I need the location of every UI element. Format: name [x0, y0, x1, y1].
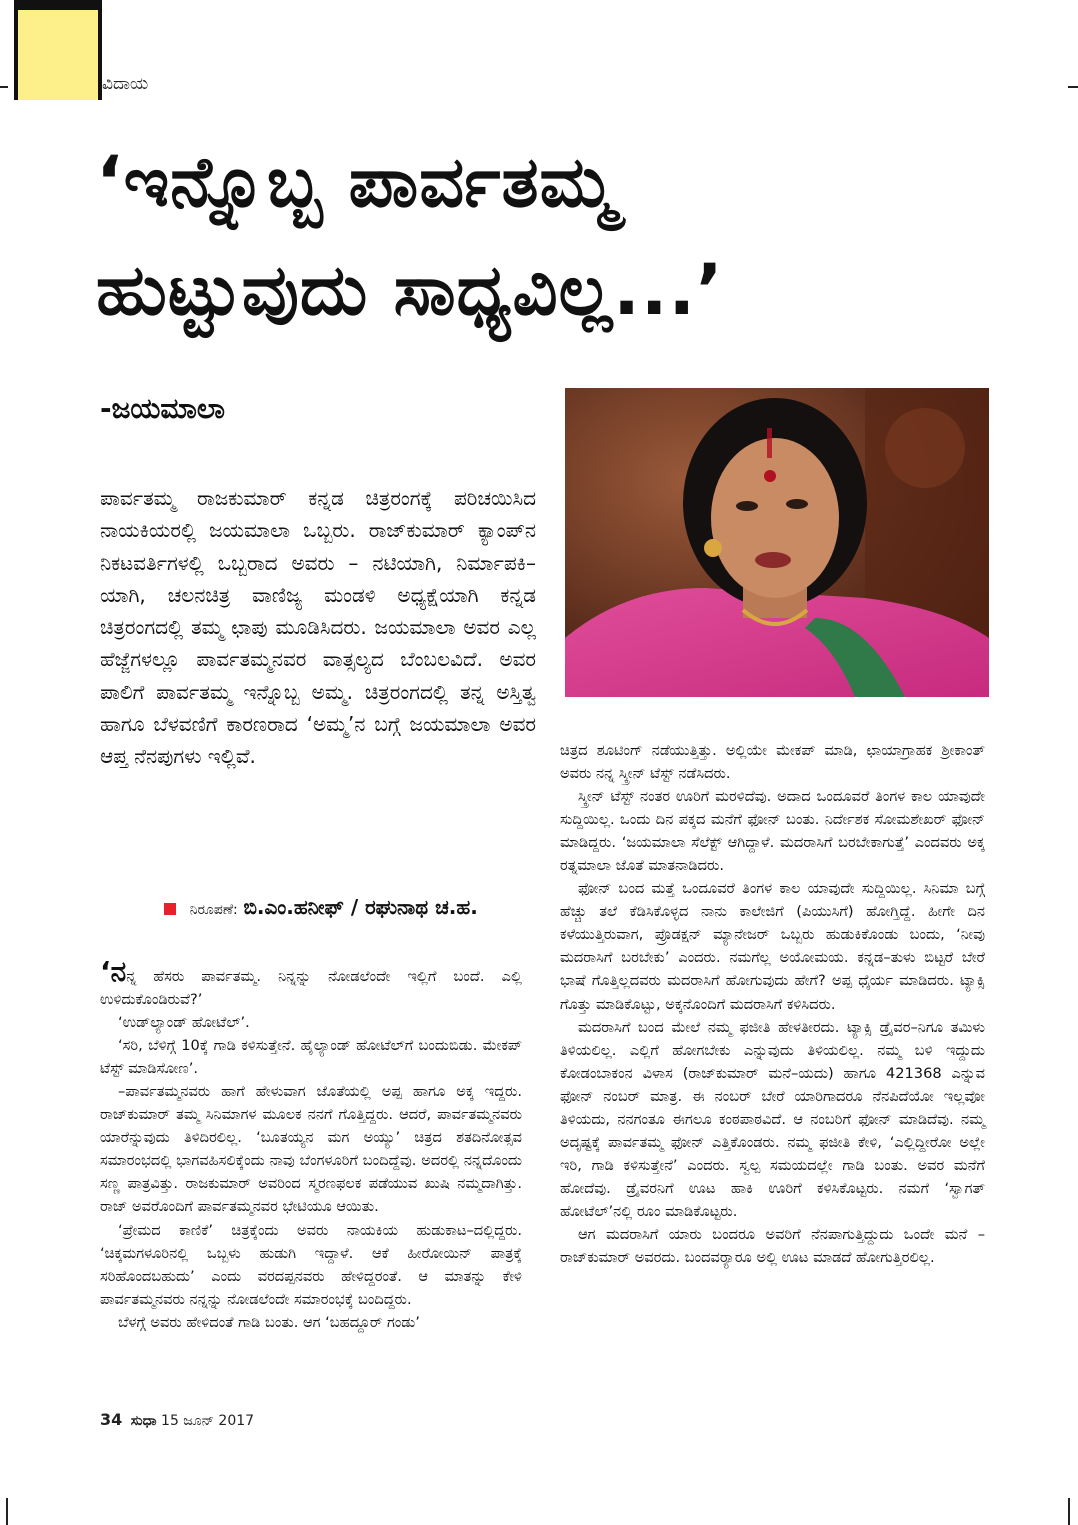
body-paragraph: ಚಿತ್ರದ ಶೂಟಿಂಗ್ ನಡೆಯುತ್ತಿತ್ತು. ಅಲ್ಲಿಯೇ ಮೇಕಪ್ ಮಾಡಿ, ಛಾಯಾಗ್ರಾಹಕ ಶ್ರೀಕಾಂತ್ ಅವರು ನನ್ನ ಸ್ಕ್ರೀನ್ ಟೆಸ್ಟ್ ನಡೆಸಿದರು.: [560, 742, 985, 783]
body-paragraph: ಸ್ಕ್ರೀನ್ ಟೆಸ್ಟ್ ನಂತರ ಊರಿಗೆ ಮರಳಿದೆವು. ಅದಾದ ಒಂದೂವರೆ ತಿಂಗಳ ಕಾಲ ಯಾವುದೇ ಸುದ್ದಿಯಿಲ್ಲ. ಒಂದು ದಿನ ಪಕ್ಕದ ಮನೆಗೆ ಫೋನ್ ಬಂತು. ನಿರ್ದೇಶಕ ಸೋಮಶೇಖರ್ ಫೋನ್ ಮಾಡಿದ್ದರು. ‘ಜಯಮಾಲಾ ಸೆಲೆಕ್ಟ್ ಆಗಿದ್ದಾಳೆ. ಮದರಾಸಿಗೆ ಬರಬೇಕಾಗುತ್ತೆ’ ಎಂದವರು ಅಕ್ಕ ರತ್ನಮಾಲಾ ಜೊತೆ ಮಾತನಾಡಿದರು.: [560, 788, 985, 875]
credit-label: ನಿರೂಪಣೆ:: [189, 902, 238, 918]
body-paragraph: ಫೋನ್ ಬಂದ ಮತ್ತೆ ಒಂದೂವರೆ ತಿಂಗಳ ಕಾಲ ಯಾವುದೇ ಸುದ್ದಿಯಿಲ್ಲ. ಸಿನಿಮಾ ಬಗ್ಗೆ ಹೆಚ್ಚು ತಲೆ ಕೆಡಿಸಿಕೊಳ್ಳದ ನಾನು ಕಾಲೇಜಿಗೆ (ಪಿಯುಸಿಗೆ) ಹೋಗ್ತಿದ್ದೆ. ಹೀಗೇ ದಿನ ಕಳೆಯುತ್ತಿರುವಾಗ, ಪ್ರೊಡಕ್ಷನ್ ಮ್ಯಾನೇಜರ್ ಒಬ್ಬರು ಹುಡುಕಿಕೊಂಡು ಬಂದು, ‘ನೀವು ಮದರಾಸಿಗೆ ಬರಬೇಕು’ ಎಂದರು. ನಮಗೆಲ್ಲ ಅಯೋಮಯ. ಕನ್ನಡ–ತುಳು ಬಿಟ್ಟರೆ ಬೇರೆ ಭಾಷೆ ಗೊತ್ತಿಲ್ಲದವರು ಮದರಾಸಿಗೆ ಹೋಗುವುದು ಹೇಗೆ? ಅಪ್ಪ ಧೈರ್ಯ ಮಾಡಿದರು. ಟ್ಯಾಕ್ಸಿ ಗೊತ್ತು ಮಾಡಿಕೊಟ್ಟು, ಅಕ್ಕನೊಂದಿಗೆ ಮದರಾಸಿಗೆ ಕಳಿಸಿದರು.: [560, 880, 985, 1013]
body-paragraph: ಬೆಳಗ್ಗೆ ಅವರು ಹೇಳಿದಂತೆ ಗಾಡಿ ಬಂತು. ಆಗ ‘ಬಹದ್ದೂರ್ ಗಂಡು’: [118, 1313, 420, 1331]
credit-square-icon: [164, 903, 176, 915]
intro-paragraph: ಪಾರ್ವತಮ್ಮ ರಾಜಕುಮಾರ್ ಕನ್ನಡ ಚಿತ್ರರಂಗಕ್ಕೆ ಪರಿಚಯಿಸಿದ ನಾಯಕಿಯರಲ್ಲಿ ಜಯಮಾಲಾ ಒಬ್ಬರು. ರಾಜ್‌ಕುಮಾರ್ ಕ್ಯಾಂಪ್‌ನ ನಿಕಟವರ್ತಿಗಳಲ್ಲಿ ಒಬ್ಬರಾದ ಅವರು – ನಟಿಯಾಗಿ, ನಿರ್ಮಾಪಕಿ–ಯಾಗಿ, ಚಲನಚಿತ್ರ ವಾಣಿಜ್ಯ ಮಂಡಳಿ ಅಧ್ಯಕ್ಷೆಯಾಗಿ ಕನ್ನಡ ಚಿತ್ರರಂಗದಲ್ಲಿ ತಮ್ಮ ಛಾಪು ಮೂಡಿಸಿದರು. ಜಯಮಾಲಾ ಅವರ ಎಲ್ಲ ಹೆಜ್ಜೆಗಳಲ್ಲೂ ಪಾರ್ವತಮ್ಮನವರ ವಾತ್ಸಲ್ಯದ ಬೆಂಬಲವಿದೆ. ಅವರ ಪಾಲಿಗೆ ಪಾರ್ವತಮ್ಮ ಇನ್ನೊಬ್ಬ ಅಮ್ಮ. ಚಿತ್ರರಂಗದಲ್ಲಿ ತನ್ನ ಅಸ್ತಿತ್ವ ಹಾಗೂ ಬೆಳವಣಿಗೆ ಕಾರಣರಾದ ‘ಅಮ್ಮ’ನ ಬಗ್ಗೆ ಜಯಮಾಲಾ ಅವರ ಆಪ್ತ ನೆನಪುಗಳು ಇಲ್ಲಿವೆ.: [100, 486, 536, 769]
body-paragraph: ಆಗ ಮದರಾಸಿಗೆ ಯಾರು ಬಂದರೂ ಅವರಿಗೆ ನೆನಪಾಗುತ್ತಿದ್ದುದು ಒಂದೇ ಮನೆ – ರಾಜ್‌ಕುಮಾರ್ ಅವರದು. ಬಂದವರ್‍ಯಾರೂ ಅಲ್ಲಿ ಊಟ ಮಾಡದೆ ಹೋಗುತ್ತಿರಲಿಲ್ಲ.: [560, 1225, 985, 1267]
page-number: 34: [100, 1410, 123, 1429]
body-column-right: [560, 739, 985, 1269]
crop-mark-bottom-left: [6, 1498, 8, 1525]
page-footer: [100, 1410, 254, 1429]
portrait-photo: [565, 388, 989, 697]
body-paragraph: ‘ನನ್ನ ಹೆಸರು ಪಾರ್ವತಮ್ಮ. ನಿನ್ನನ್ನು ನೋಡಲೆಂದೇ ಇಲ್ಲಿಗೆ ಬಂದೆ. ಎಲ್ಲಿ ಉಳಿದುಕೊಂಡಿರುವೆ?’: [100, 955, 522, 1009]
body-paragraph: ‘ಸರಿ, ಬೆಳಿಗ್ಗೆ 10ಕ್ಕೆ ಗಾಡಿ ಕಳಿಸುತ್ತೇನೆ. ಹೈಲ್ಯಾಂಡ್ ಹೋಟೆಲ್‌ಗೆ ಬಂದುಬಿಡು. ಮೇಕಪ್ ಟೆಸ್ಟ್ ಮಾಡಿಸೋಣ’.: [100, 1037, 522, 1078]
byline: -ಜಯಮಾಲಾ: [100, 392, 225, 425]
headline: [96, 128, 976, 344]
section-label: ವಿದಾಯ: [102, 74, 149, 94]
credit-line: [164, 895, 544, 919]
section-color-block: [14, 0, 102, 100]
body-paragraph: ಮದರಾಸಿಗೆ ಬಂದ ಮೇಲೆ ನಮ್ಮ ಫಜೀತಿ ಹೇಳತೀರದು. ಟ್ಯಾಕ್ಸಿ ಡ್ರೈವರ–ನಿಗೂ ತಮಿಳು ತಿಳಿಯಲಿಲ್ಲ. ಎಲ್ಲಿಗೆ ಹೋಗಬೇಕು ಎನ್ನುವುದು ತಿಳಿಯಲಿಲ್ಲ. ನಮ್ಮ ಬಳಿ ಇದ್ದುದು ಕೋಡಂಬಾಕಂನ ವಿಳಾಸ (ರಾಜ್‌ಕುಮಾರ್ ಮನೆ–ಯದು) ಹಾಗೂ 421368 ಎನ್ನುವ ಫೋನ್ ನಂಬರ್ ಮಾತ್ರ. ಈ ನಂಬರ್ ಬೇರೆ ಯಾರಿಗಾದರೂ ನೆನಪಿದೆಯೋ ಇಲ್ಲವೋ ತಿಳಿಯದು, ನನಗಂತೂ ಈಗಲೂ ಕಂಠಪಾಠವಿದೆ. ಆ ನಂಬರಿಗೆ ಫೋನ್ ಮಾಡಿದೆವು. ನಮ್ಮ ಅದೃಷ್ಟಕ್ಕೆ ಪಾರ್ವತಮ್ಮ ಫೋನ್ ಎತ್ತಿಕೊಂಡರು. ನಮ್ಮ ಫಜೀತಿ ಕೇಳಿ, ‘ಎಲ್ಲಿದ್ದೀರೋ ಅಲ್ಲೇ ಇರಿ, ಗಾಡಿ ಕಳಿಸುತ್ತೇನೆ’ ಎಂದರು. ಸ್ವಲ್ಪ ಸಮಯದಲ್ಲೇ ಗಾಡಿ ಬಂತು. ಅವರ ಮನೆಗೆ ಹೋದೆವು. ಡ್ರೈವರನಿಗೆ ಊಟ ಹಾಕಿ ಊರಿಗೆ ಕಳಿಸಿಕೊಟ್ಟರು. ನಮಗೆ ‘ಸ್ವಾಗತ್ ಹೋಟೆಲ್’ನಲ್ಲಿ ರೂಂ ಮಾಡಿಕೊಟ್ಟರು.: [560, 1018, 985, 1220]
magazine-name: ಸುಧಾ: [130, 1413, 157, 1429]
crop-mark-bottom-right: [1068, 1498, 1070, 1525]
drop-cap: ‘ನ: [100, 955, 127, 988]
body-paragraph: ‘ಉಡ್‌ಲ್ಯಾಂಡ್ ಹೋಟೆಲ್’.: [118, 1014, 250, 1032]
body-paragraph: –ಪಾರ್ವತಮ್ಮನವರು ಹಾಗೆ ಹೇಳುವಾಗ ಜೊತೆಯಲ್ಲಿ ಅಪ್ಪ ಹಾಗೂ ಅಕ್ಕ ಇದ್ದರು. ರಾಜ್‌ಕುಮಾರ್ ತಮ್ಮ ಸಿನಿಮಾಗಳ ಮೂಲಕ ನನಗೆ ಗೊತ್ತಿದ್ದರು. ಆದರೆ, ಪಾರ್ವತಮ್ಮನವರು ಯಾರೆನ್ನುವುದು ತಿಳಿದಿರಲಿಲ್ಲ. ‘ಬೂತಯ್ಯನ ಮಗ ಅಯ್ಯು’ ಚಿತ್ರದ ಶತದಿನೋತ್ಸವ ಸಮಾರಂಭದಲ್ಲಿ ಭಾಗವಹಿಸಲಿಕ್ಕೆಂದು ನಾವು ಬೆಂಗಳೂರಿಗೆ ಬಂದಿದ್ದೆವು. ಅದರಲ್ಲಿ ನನ್ನದೊಂದು ಸಣ್ಣ ಪಾತ್ರವಿತ್ತು. ರಾಜಕುಮಾರ್ ಅವರಿಂದ ಸ್ಮರಣಫಲಕ ಪಡೆಯುವ ಖುಷಿ ನಮ್ಮದಾಗಿತ್ತು. ರಾಜ್ ಅವರೊಂದಿಗೆ ಪಾರ್ವತಮ್ಮನವರ ಭೇಟಿಯೂ ಆಯಿತು.: [100, 1083, 522, 1216]
crop-mark-top-right: [1068, 86, 1078, 88]
issue-date: 15 ಜೂನ್ 2017: [161, 1413, 255, 1429]
credit-names: ಬಿ.ಎಂ.ಹನೀಫ್ / ರಘುನಾಥ ಚ.ಹ.: [243, 895, 478, 919]
headline-line-2: ಹುಟ್ಟುವುದು ಸಾಧ್ಯವಿಲ್ಲ...’: [96, 249, 724, 331]
portrait-illustration: [565, 388, 989, 697]
body-paragraph: ‘ಪ್ರೇಮದ ಕಾಣಿಕೆ’ ಚಿತ್ರಕ್ಕೆಂದು ಅವರು ನಾಯಕಿಯ ಹುಡುಕಾಟ–ದಲ್ಲಿದ್ದರು. ‘ಚಿಕ್ಕಮಗಳೂರಿನಲ್ಲಿ ಒಬ್ಬಳು ಹುಡುಗಿ ಇದ್ದಾಳೆ. ಆಕೆ ಹೀರೋಯಿನ್ ಪಾತ್ರಕ್ಕೆ ಸರಿಹೊಂದಬಹುದು’ ಎಂದು ವರದಪ್ಪನವರು ಹೇಳಿದ್ದರಂತೆ. ಆ ಮಾತನ್ನು ಕೇಳಿ ಪಾರ್ವತಮ್ಮನವರು ನನ್ನನ್ನು ನೋಡಲೆಂದೇ ಸಮಾರಂಭಕ್ಕೆ ಬಂದಿದ್ದರು.: [100, 1221, 522, 1308]
crop-mark-top-left: [0, 86, 8, 88]
headline-line-1: ‘ಇನ್ನೊಬ್ಬ ಪಾರ್ವತಮ್ಮ: [96, 141, 617, 223]
body-column-left: [100, 955, 522, 1334]
